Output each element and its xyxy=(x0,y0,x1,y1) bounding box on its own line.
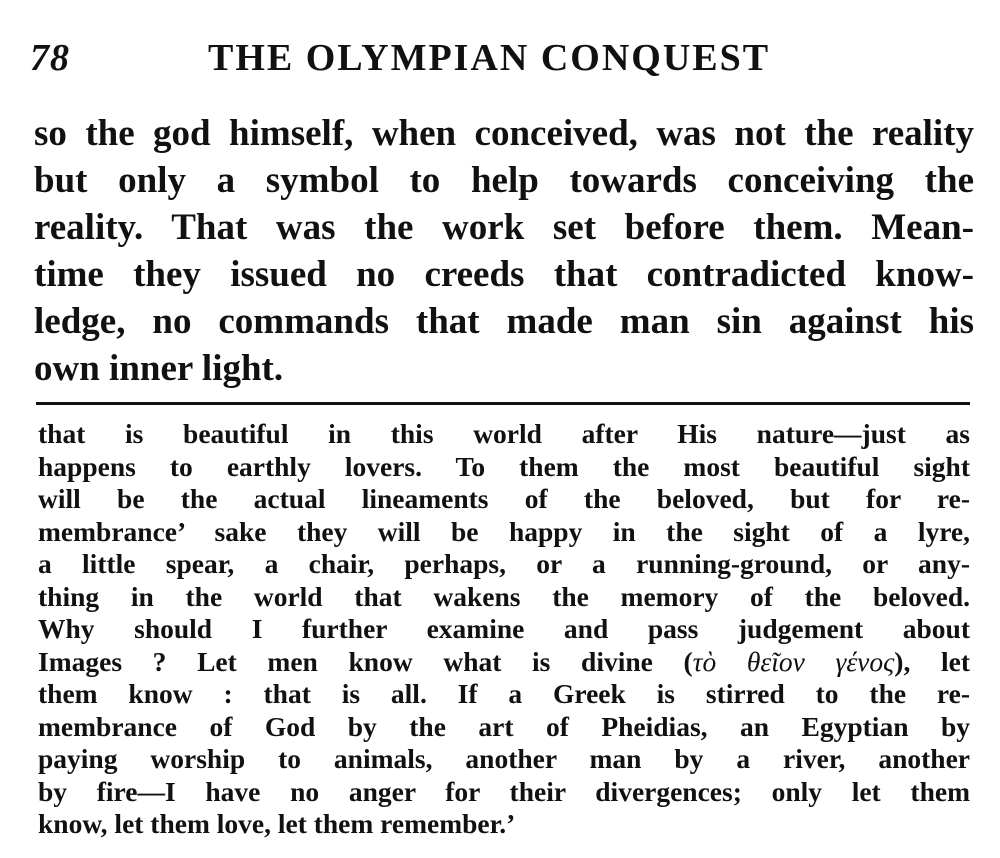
main-text-line: reality. That was the work set before them. Mean- xyxy=(34,207,974,248)
main-text-line: so the god himself, when conceived, was not the reality xyxy=(34,113,974,154)
footnote-line: paying worship to animals, another man by a river, another xyxy=(38,743,970,774)
footnote-line: thing in the world that wakens the memory of the beloved. xyxy=(38,580,970,612)
page-number: 78 xyxy=(30,37,70,79)
footnote-line: happens to earthly lovers. To them the most beautiful sight xyxy=(38,450,970,482)
main-text-line: but only a symbol to help towards conceiving the xyxy=(34,160,974,201)
page-header xyxy=(30,32,970,82)
footnote-line: know, let them love, let them remember.’ xyxy=(38,808,516,839)
main-paragraph xyxy=(34,110,974,392)
footnote-line-greek xyxy=(38,646,970,679)
footnote-text: Images ? Let men know what is divine ( xyxy=(38,645,693,677)
main-text-line: time they issued no creeds that contradicted know- xyxy=(34,254,974,295)
footnote-line: a little spear, a chair, perhaps, or a running-ground, or any- xyxy=(38,548,970,579)
footnote-line: that is beautiful in this world after His nature—just as xyxy=(38,418,970,449)
footnote-text: ), let xyxy=(894,645,970,677)
footnote-divider xyxy=(36,402,970,405)
greek-phrase: τὸ θεῖον γένος xyxy=(692,645,895,677)
main-text-line: ledge, no commands that made man sin against his xyxy=(34,301,974,342)
footnote-line: will be the actual lineaments of the beloved, but for re- xyxy=(38,483,970,514)
footnote-line: by fire—I have no anger for their divergences; only let them xyxy=(38,775,970,807)
main-text-line: own inner light. xyxy=(34,348,284,389)
running-head: THE OLYMPIAN CONQUEST xyxy=(208,37,771,79)
footnote-line: them know : that is all. If a Greek is stirred to the re- xyxy=(38,678,970,709)
footnote-line: membrance of God by the art of Pheidias, an Egyptian by xyxy=(38,710,970,742)
footnote-line: membrance’ sake they will be happy in the sight of a lyre, xyxy=(38,515,970,547)
footnote xyxy=(38,418,970,841)
footnote-line: Why should I further examine and pass judgement about xyxy=(38,613,970,644)
